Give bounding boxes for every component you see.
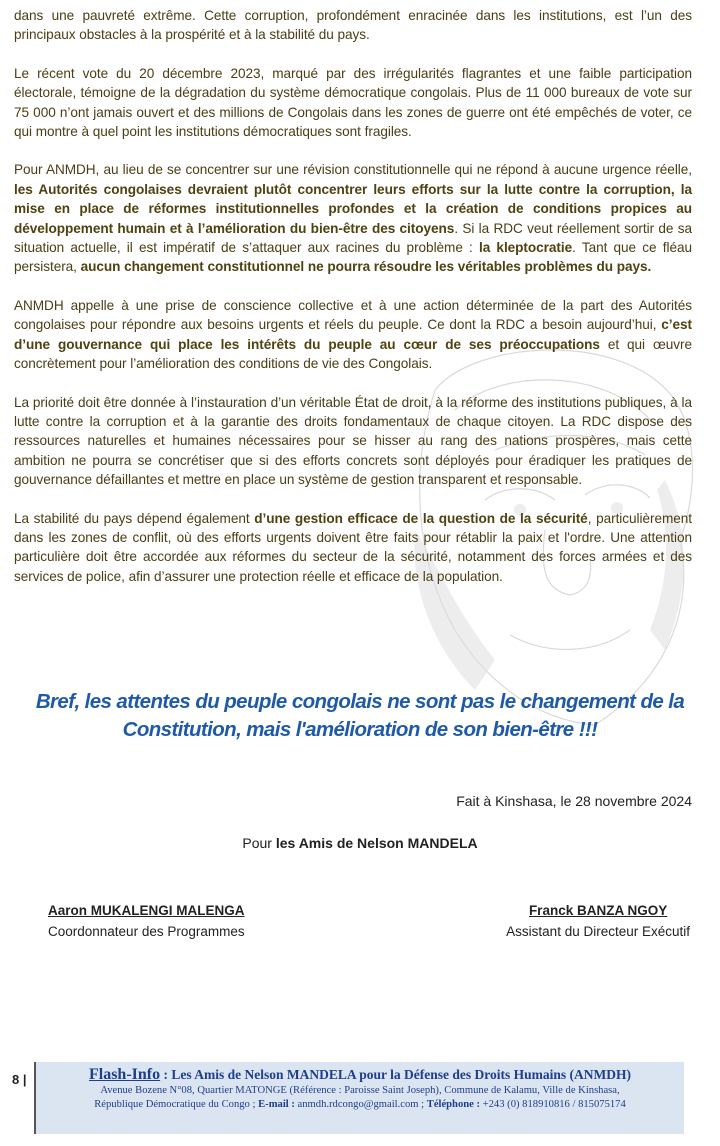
paragraph-6 [14,509,692,587]
paragraph-4-emphasis-b: c’est d’une gouvernance qui place les intérêts du peuple au cœur de ses préoccupations [14,317,692,352]
paragraph-6-text-a: La stabilité du pays dépend également [14,510,255,526]
paragraph-6-text-c: , particulièrement dans les zones de conflit, où des efforts urgents doivent être faits pour rétablir la paix et l'ordre. Une attention particulière doit être accordée aux réformes du secteur de la sécurité, notamment des forces armées et des services de police, afin d’assurer une protection réelle et efficace de la population. [14,510,692,584]
footer-org-name: Les Amis de Nelson MANDELA pour la Défense des Droits Humains (ANMDH) [171,1067,631,1082]
signatory-right-name: Franck BANZA NGOY [528,903,668,918]
closing-statement [10,688,710,744]
footer-country: République Démocratique du Congo ; [94,1098,259,1110]
paragraph-3-emphasis-f: aucun changement constitutionnel ne pourra résoudre les véritables problèmes du pays. [80,259,652,275]
paragraph-6-emphasis-b: d’une gestion efficace de la question de la sécurité [254,510,588,526]
footer-banner [36,1062,684,1134]
on-behalf-line [0,835,720,851]
closing-line-1: Bref, les attentes du peuple congolais ne sont pas le changement de la [35,690,685,713]
footer-title-line [36,1066,684,1084]
signatory-right [506,900,690,942]
footer-email-label: E-mail : [258,1098,295,1110]
closing-line-2: Constitution, mais l'amélioration de son bien-être !!! [122,718,598,741]
date-place-line: Fait à Kinshasa, le 28 novembre 2024 [456,793,692,809]
signatory-left-title: Coordonnateur des Programmes [48,924,245,939]
paragraph-2 [14,64,692,142]
paragraph-3-text-e: . Tant que ce fléau persistera, [14,240,692,275]
footer-contact-line [36,1098,684,1112]
paragraph-1-text: dans une pauvreté extrême. Cette corruption, profondément enracinée dans les institutions, est l’un des principaux obstacles à la prospérité et à la stabilité du pays. [14,8,692,43]
on-behalf-prefix: Pour [242,835,276,851]
signatory-right-title: Assistant du Directeur Exécutif [506,924,690,939]
footer-address: Avenue Bozene N°08, Quartier MATONGE (Référence : Paroisse Saint Joseph), Commune de Kalamu, Ville de Kinshasa, [100,1085,620,1096]
paragraph-1 [14,6,692,45]
footer-phone-label: Téléphone : [426,1098,481,1110]
signatory-left [48,900,245,942]
paragraph-5-text: La priorité doit être donnée à l’instauration d’un véritable État de droit, à la réforme des institutions publiques, à la lutte contre la corruption et à la garantie des droits fondamentaux de chaque citoyen. La RDC dispose des ressources naturelles et humaines nécessaires pour se hisser au rang des nations prospères, mais cette ambition ne pourra se concrétiser que si des efforts concrets sont déployés pour éradiquer les pratiques de gouvernance défaillantes et mettre en place un système de gestion transparent et responsable. [14,394,692,488]
paragraph-4-text-c: et qui œuvre concrètement pour l’amélioration des conditions de vie des Congolais. [14,336,692,372]
footer-email: anmdh.rdcongo@gmail.com ; [294,1098,427,1110]
signatory-left-name: Aaron MUKALENGI MALENGA [48,903,245,918]
paragraph-2-text: Le récent vote du 20 décembre 2023, marqué par des irrégularités flagrantes et une faible participation électorale, témoigne de la dégradation du système démocratique congolais. Plus de 11 000 bureaux de vote sur 75 000 n’ont jamais ouvert et des millions de Congolais dans les zones de guerre ont été empêchés de voter, ce qui montre à quel point les institutions démocratiques sont fragiles. [14,65,692,140]
paragraph-3 [14,160,692,276]
footer-separator: : [160,1067,172,1082]
footer-brand: Flash-Info [88,1066,161,1083]
footer-phone: +243 (0) 818910816 / 815075174 [480,1098,626,1110]
paragraph-3-text-c: . Si la RDC veut réellement sortir de sa situation actuelle, il est impératif de s’attaquer aux racines du problème : [14,220,692,256]
paragraph-3-emphasis-b: les Autorités congolaises devraient plutôt concentrer leurs efforts sur la lutte contre la corruption, la mise en place de réformes institutionnelles profondes et la création de conditions propices au développement humain et à l’amélioration du bien-être des citoyens [14,181,692,236]
organization-name: les Amis de Nelson MANDELA [275,835,478,851]
paragraph-3-emphasis-d: la kleptocratie [478,240,573,256]
document-body [14,0,692,605]
paragraph-4 [14,296,692,374]
paragraph-5 [14,393,692,490]
page-number: 8 | [12,1072,27,1087]
paragraph-3-text-a: Pour ANMDH, au lieu de se concentrer sur une révision constitutionnelle qui ne répond à aucune urgence réelle, [14,162,692,178]
paragraph-4-text-a: ANMDH appelle à une prise de conscience collective et à une action déterminée de la part des Autorités congolaises pour répondre aux besoins urgents et réels du peuple. Ce dont la RDC a besoin aujourd’hui, [14,297,692,333]
